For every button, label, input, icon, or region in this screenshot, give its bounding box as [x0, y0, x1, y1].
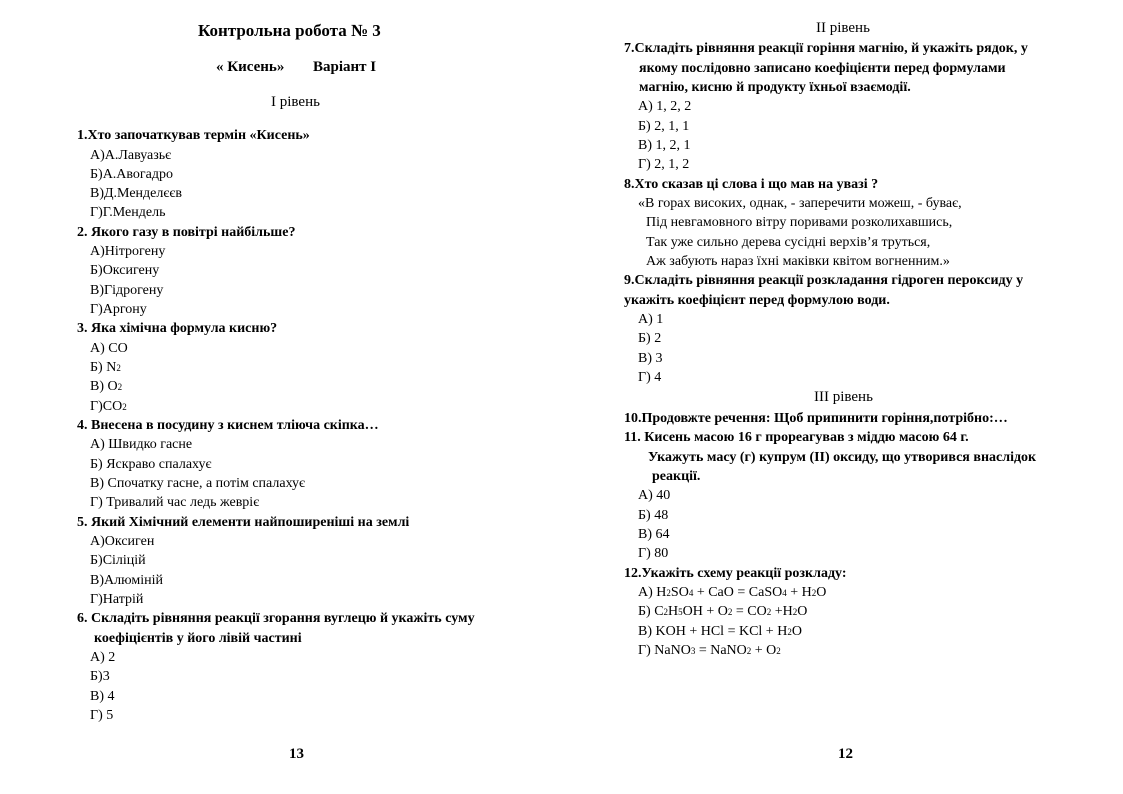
variant-label: Варіант І	[313, 59, 377, 75]
question-11-line-2: Укажуть масу (г) купрум (ІІ) оксиду, що утворився внаслідок	[648, 450, 1037, 465]
q8-quote-line-1: «В горах високих, однак, - заперечити можеш, - буває,	[638, 196, 962, 211]
question-2: 2. Якого газу в повітрі найбільше?	[77, 225, 296, 240]
question-7-line-3: магнію, кисню й продукту їхньої взаємодії.	[639, 80, 911, 95]
q4-option-c: В) Спочатку гасне, а потім спалахує	[90, 476, 306, 491]
q8-quote-line-3: Так уже сильно дерева сусідні верхів’я труться,	[646, 235, 931, 250]
q9-option-c: В) 3	[638, 351, 663, 366]
question-7-line-2: якому послідовно записано коефіцієнти перед формулами	[639, 61, 1006, 76]
q4-option-a: А) Швидко гасне	[90, 437, 193, 452]
q3-option-d: Г)CO2	[90, 399, 127, 414]
q12-option-d: Г) NaNO3 = NaNO2 + O2	[638, 643, 781, 658]
question-6: 6. Складіть рівняння реакції згорання вуглецю й укажіть суму	[77, 611, 475, 626]
q9-option-b: Б) 2	[638, 331, 662, 346]
level-heading: І рівень	[271, 94, 320, 110]
q8-quote-line-4: Аж забують нараз їхні маківки квітом вогненним.»	[646, 254, 950, 269]
question-11: 11. Кисень масою 16 г прореагував з міддю масою 64 г.	[624, 430, 969, 445]
q12-option-c: В) KOH + HCl = KCl + H2O	[638, 624, 802, 639]
q2-option-c: В)Гідрогену	[90, 283, 164, 298]
q4-option-b: Б) Яскраво спалахує	[90, 457, 212, 472]
question-6-continued: коефіцієнтів у його лівій частині	[94, 631, 302, 646]
q2-option-b: Б)Оксигену	[90, 263, 160, 278]
q11-option-c: В) 64	[638, 527, 670, 542]
q4-option-d: Г) Тривалий час ледь жевріє	[90, 495, 260, 510]
q5-option-d: Г)Натрій	[90, 592, 144, 607]
q5-option-a: А)Оксиген	[90, 534, 155, 549]
question-12: 12.Укажіть схему реакції розкладу:	[624, 566, 847, 581]
q12-option-a: А) H2SO4 + CaO = CaSO4 + H2O	[638, 585, 827, 600]
q6-option-b: Б)3	[90, 669, 110, 684]
q12-option-b: Б) C2H5OH + O2 = CO2 +H2O	[638, 604, 808, 619]
q11-option-a: А) 40	[638, 488, 671, 503]
q7-option-b: Б) 2, 1, 1	[638, 119, 690, 134]
page-number: 13	[289, 746, 304, 762]
right-page	[562, 0, 1123, 794]
q1-option-d: Г)Г.Мендель	[90, 205, 166, 220]
question-5: 5. Який Хімічний елементи найпоширеніші на землі	[77, 515, 410, 530]
question-1: 1.Хто започаткував термін «Кисень»	[77, 128, 310, 143]
q3-option-a: А) CO	[90, 341, 128, 356]
q11-option-b: Б) 48	[638, 508, 669, 523]
q7-option-c: В) 1, 2, 1	[638, 138, 691, 153]
level-3-heading: ІІІ рівень	[814, 389, 873, 405]
left-page	[0, 0, 560, 794]
q8-quote-line-2: Під невгамовного вітру поривами розколихавшись,	[646, 215, 953, 230]
q1-option-c: В)Д.Менделєєв	[90, 186, 182, 201]
q5-option-c: В)Алюміній	[90, 573, 163, 588]
question-9-line-2: укажіть коефіцієнт перед формулою води.	[624, 293, 890, 308]
question-3: 3. Яка хімічна формула кисню?	[77, 321, 278, 336]
question-4: 4. Внесена в посудину з киснем тліюча скіпка…	[77, 418, 379, 433]
q3-option-c: В) O2	[90, 379, 123, 394]
q1-option-b: Б)А.Авогадро	[90, 167, 174, 182]
q9-option-a: А) 1	[638, 312, 664, 327]
q5-option-b: Б)Сіліцій	[90, 553, 146, 568]
q2-option-a: А)Нітрогену	[90, 244, 166, 259]
question-7: 7.Складіть рівняння реакції горіння магнію, й укажіть рядок, у	[624, 41, 1028, 56]
page-number: 12	[838, 746, 853, 762]
q1-option-a: А)А.Лавуазьє	[90, 148, 172, 163]
q6-option-c: В) 4	[90, 689, 115, 704]
level-2-heading: ІІ рівень	[816, 20, 870, 36]
test-title: Контрольна робота № 3	[198, 21, 381, 40]
q7-option-a: А) 1, 2, 2	[638, 99, 692, 114]
question-8: 8.Хто сказав ці слова і що мав на увазі ?	[624, 177, 879, 192]
q11-option-d: Г) 80	[638, 546, 669, 561]
q6-option-d: Г) 5	[90, 708, 114, 723]
question-10: 10.Продовжте речення: Щоб припинити горіння,потрібно:…	[624, 411, 1008, 426]
question-9: 9.Складіть рівняння реакції розкладання гідроген пероксиду у	[624, 273, 1024, 288]
q3-option-b: Б) N2	[90, 360, 121, 375]
q9-option-d: Г) 4	[638, 370, 662, 385]
question-11-line-3: реакції.	[652, 469, 701, 484]
topic-label: « Кисень»	[216, 59, 285, 75]
q7-option-d: Г) 2, 1, 2	[638, 157, 690, 172]
q6-option-a: А) 2	[90, 650, 116, 665]
q2-option-d: Г)Аргону	[90, 302, 147, 317]
